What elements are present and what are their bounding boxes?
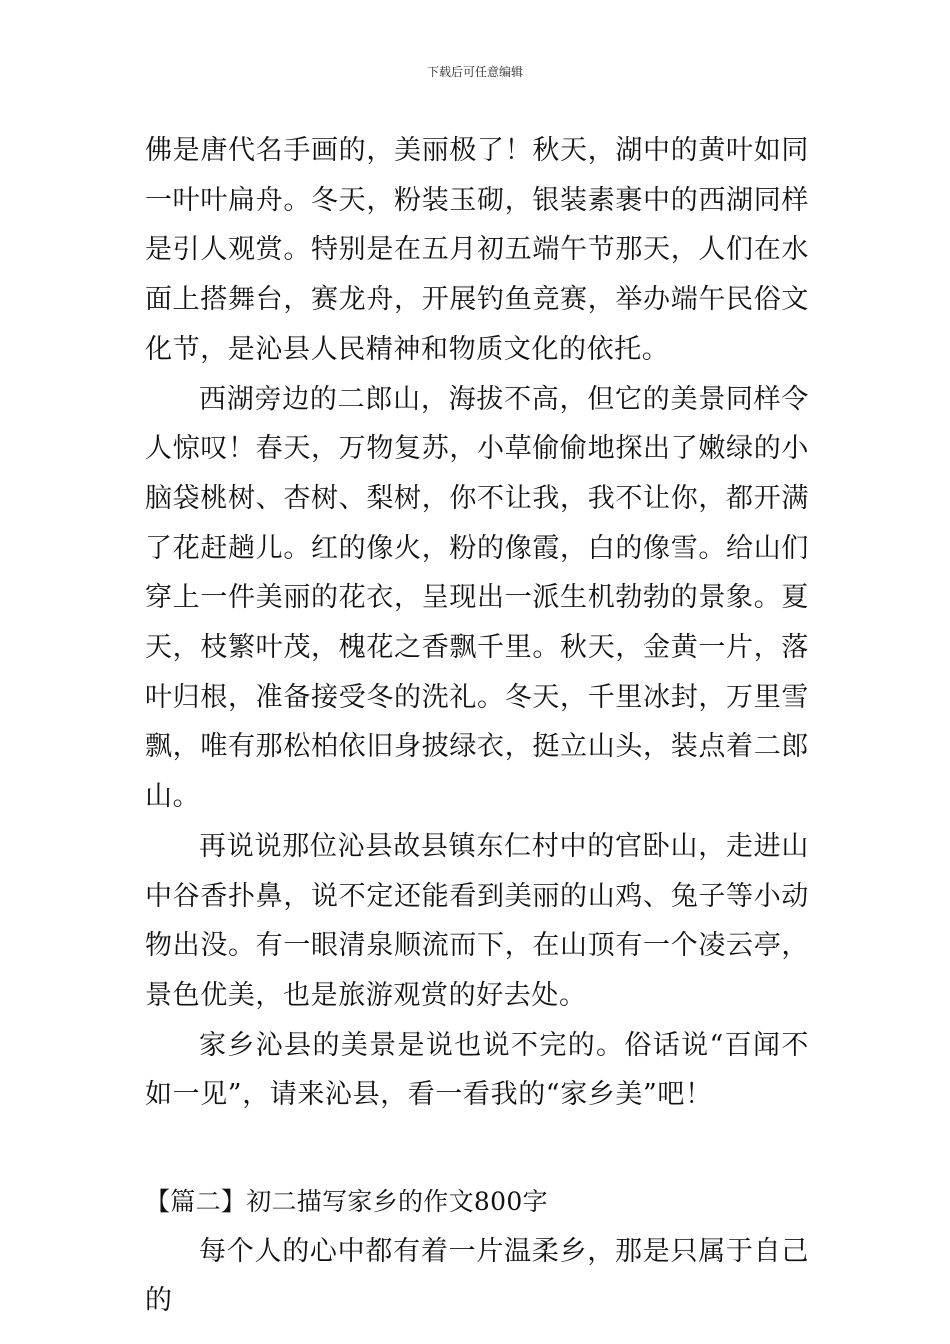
paragraph-section-start: 每个人的心中都有着一片温柔乡，那是只属于自己的 (145, 1235, 809, 1317)
page-header: 下载后可任意编辑 (426, 65, 523, 79)
section-heading: 【篇二】初二描写家乡的作文800字 (145, 1187, 548, 1217)
paragraph-conclusion: 家乡沁县的美景是说也说不完的。俗话说“百闻不如一见”，请来沁县，看一看我的“家乡美”吧！ (145, 1029, 809, 1111)
paragraph-continuation: 佛是唐代名手画的，美丽极了！秋天，湖中的黄叶如同一叶叶扁舟。冬天，粉装玉砌，银装素裹中的西湖同样是引人观赏。特别是在五月初五端午节那天，人们在水面上搭舞台，赛龙舟，开展钓鱼竞赛，举办端午民俗文化节，是沁县人民精神和物质文化的依托。 (145, 135, 809, 365)
paragraph-guanwo-mountain: 再说说那位沁县故县镇东仁村中的官卧山，走进山中谷香扑鼻，说不定还能看到美丽的山鸡、兔子等小动物出没。有一眼清泉顺流而下，在山顶有一个凌云亭，景色优美，也是旅游观赏的好去处。 (145, 830, 809, 1011)
paragraph-erlang-mountain: 西湖旁边的二郎山，海拔不高，但它的美景同样令人惊叹！春天，万物复苏，小草偷偷地探出了嫩绿的小脑袋桃树、杏树、梨树，你不让我，我不让你，都开满了花赶趟儿。红的像火，粉的像霞，白的像雪。给山们穿上一件美丽的花衣，呈现出一派生机勃勃的景象。夏天，枝繁叶茂，槐花之香飘千里。秋天，金黄一片，落叶归根，准备接受冬的洗礼。冬天，千里冰封，万里雪飘，唯有那松柏依旧身披绿衣，挺立山头，装点着二郎山。 (145, 383, 809, 813)
document-body (145, 126, 809, 1326)
